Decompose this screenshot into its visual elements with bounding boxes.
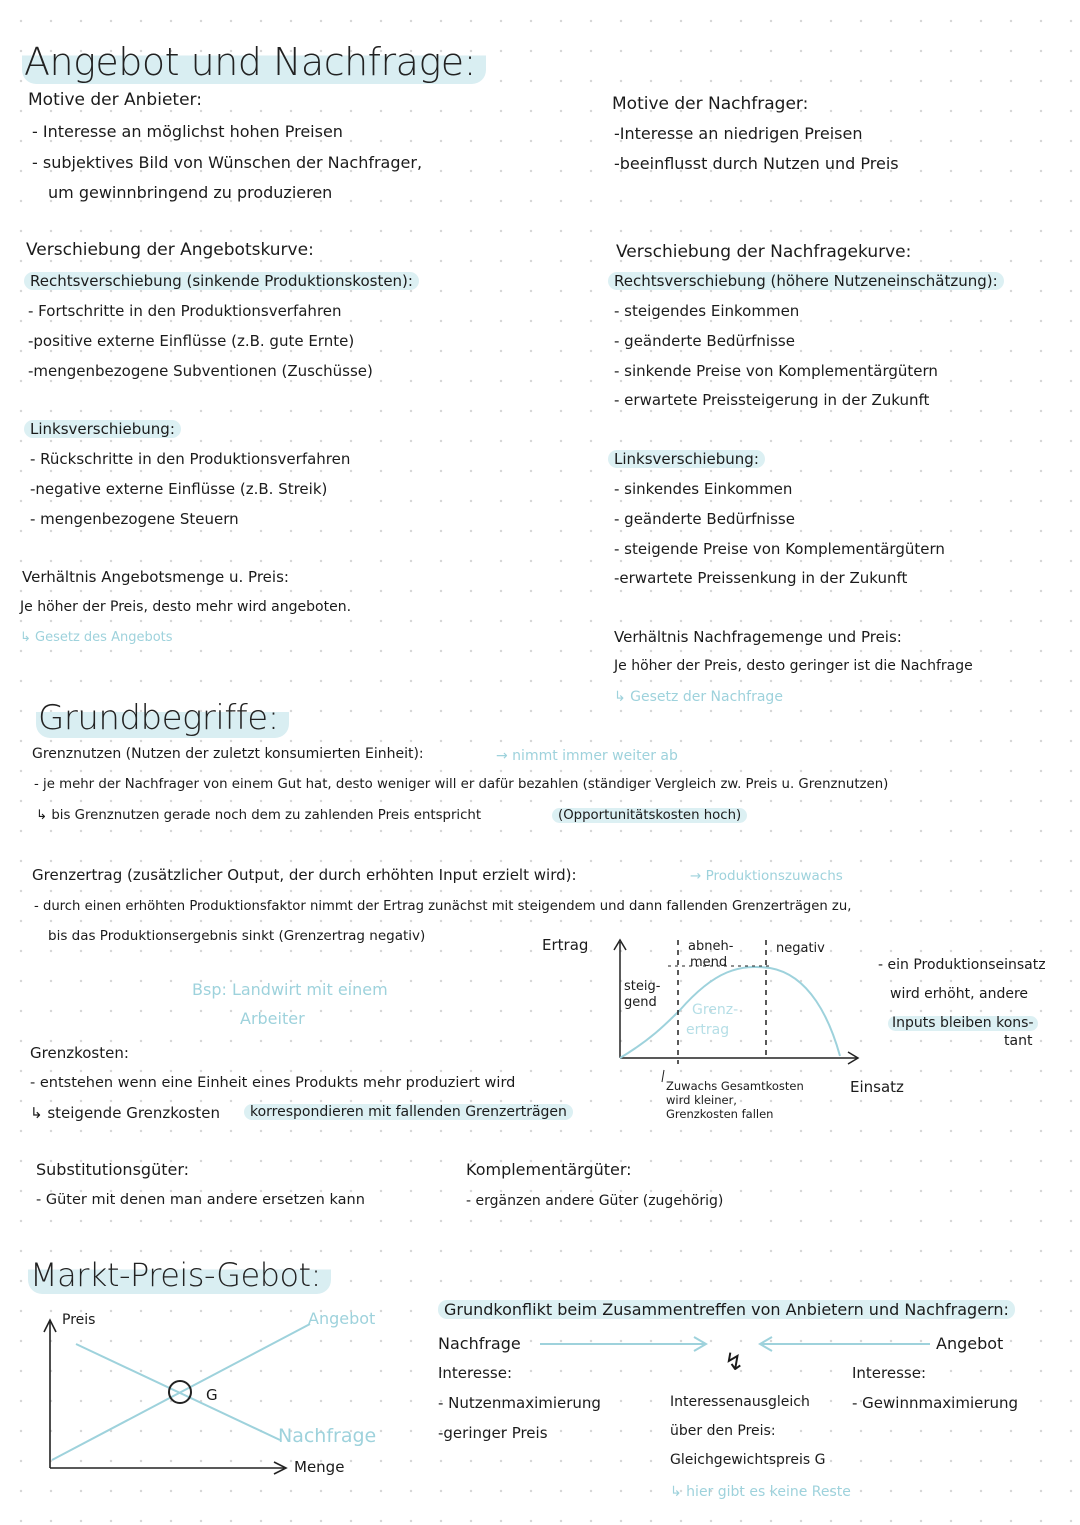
list-item: - geänderte Bedürfnisse <box>614 332 795 350</box>
verhaeltnis-angebot-heading: Verhältnis Angebotsmenge u. Preis: <box>22 568 289 586</box>
motive-anbieter-heading: Motive der Anbieter: <box>28 90 202 110</box>
list-item: - mengenbezogene Steuern <box>30 510 239 528</box>
mitte-line: Interessenausgleich <box>670 1394 810 1410</box>
grenzkosten-line1: - entstehen wenn eine Einheit eines Produkts mehr produziert wird <box>30 1075 516 1091</box>
gesetz-angebot-note: ↳ Gesetz des Angebots <box>20 630 173 645</box>
grenzertrag-note: → Produktionszuwachs <box>690 868 843 884</box>
konflikt-heading: Grundkonflikt beim Zusammentreffen von Anbietern und Nachfragern: <box>438 1300 1015 1319</box>
list-item: - Gewinnmaximierung <box>852 1394 1019 1412</box>
list-item: -mengenbezogene Subventionen (Zuschüsse) <box>28 362 373 380</box>
zone-label: steig- <box>624 979 661 994</box>
list-item: - Rückschritte in den Produktionsverfahren <box>30 450 351 468</box>
komplement-text: - ergänzen andere Güter (zugehörig) <box>466 1193 724 1209</box>
list-item: - Fortschritte in den Produktionsverfahren <box>28 302 342 320</box>
list-item: - steigende Preise von Komplementärgütern <box>614 540 945 558</box>
interesse-nachfrage-label: Interesse: <box>438 1364 513 1382</box>
verhaeltnis-nachfrage-text: Je höher der Preis, desto geringer ist die Nachfrage <box>614 658 973 674</box>
motive-nachfrager-heading: Motive der Nachfrager: <box>612 94 809 114</box>
demand-line <box>76 1344 280 1440</box>
rechtsverschiebung-angebot-heading: Rechtsverschiebung (sinkende Produktionskosten): <box>24 272 419 290</box>
quantity-label: Menge <box>294 1458 345 1476</box>
supply-label: Angebot <box>308 1309 376 1328</box>
side-note-line: Inputs bleiben kons- <box>888 1016 1038 1031</box>
substitution-heading: Substitutionsgüter: <box>36 1160 190 1179</box>
bottom-note: Grenzkosten fallen <box>666 1107 774 1121</box>
page-title: Angebot und Nachfrage: <box>22 40 486 84</box>
grenzkosten-highlight: korrespondieren mit fallenden Grenzerträgen <box>244 1104 573 1120</box>
grenzertrag-line1: - durch einen erhöhten Produktionsfaktor nimmt der Ertrag zunächst mit steigendem und dann fallenden Grenzerträgen zu, <box>34 899 852 914</box>
grenzkosten-line2: ↳ steigende Grenzkosten <box>30 1104 221 1122</box>
verhaeltnis-nachfrage-heading: Verhältnis Nachfragemenge und Preis: <box>614 628 902 646</box>
komplement-heading: Komplementärgüter: <box>466 1160 632 1179</box>
zone-label: negativ <box>776 941 825 956</box>
zone-label: mend <box>690 955 728 970</box>
conflict-bolt-icon: ↯ <box>724 1348 745 1376</box>
markt-graph <box>30 1300 390 1490</box>
grenzertrag-line2: bis das Produktionsergebnis sinkt (Grenzertrag negativ) <box>48 928 426 944</box>
ertrag-xlabel: Einsatz <box>850 1078 904 1096</box>
price-label: Preis <box>62 1312 96 1328</box>
list-item: -erwartete Preissenkung in der Zukunft <box>614 569 908 587</box>
mitte-line: über den Preis: <box>670 1423 776 1439</box>
list-item: - subjektives Bild von Wünschen der Nachfrager, <box>32 153 423 172</box>
list-item: - geänderte Bedürfnisse <box>614 510 795 528</box>
linksverschiebung-nachfrage-heading: Linksverschiebung: <box>608 450 765 468</box>
grenznutzen-note: → nimmt immer weiter ab <box>496 748 678 764</box>
list-item: - sinkende Preise von Komplementärgütern <box>614 362 938 380</box>
zone-label: gend <box>624 995 657 1010</box>
markt-title: Markt-Preis-Gebot: <box>28 1256 331 1294</box>
linksverschiebung-angebot-heading: Linksverschiebung: <box>24 420 181 438</box>
curve-label: Grenz- <box>692 1002 739 1018</box>
mitte-line: Gleichgewichtspreis G <box>670 1452 826 1468</box>
supply-line <box>52 1324 310 1460</box>
list-item: -negative externe Einflüsse (z.B. Streik) <box>30 480 328 498</box>
substitution-text: - Güter mit denen man andere ersetzen kann <box>36 1192 365 1208</box>
zone-label: abneh- <box>688 939 734 954</box>
demand-label: Nachfrage <box>278 1425 377 1447</box>
list-item: -beeinflusst durch Nutzen und Preis <box>614 154 899 173</box>
side-note-line: wird erhöht, andere <box>890 986 1029 1002</box>
list-item: -positive externe Einflüsse (z.B. gute Ernte) <box>28 332 355 350</box>
grenznutzen-line1: - je mehr der Nachfrager von einem Gut hat, desto weniger will er dafür bezahlen (ständiger Vergleich zw. Preis u. Grenznutzen) <box>34 777 889 792</box>
verschiebung-angebot-heading: Verschiebung der Angebotskurve: <box>26 240 314 260</box>
interesse-angebot-label: Interesse: <box>852 1364 927 1382</box>
grenznutzen-heading: Grenznutzen (Nutzen der zuletzt konsumierten Einheit): <box>32 746 424 762</box>
verschiebung-nachfrage-heading: Verschiebung der Nachfragekurve: <box>616 242 912 262</box>
side-note-line: tant <box>1004 1033 1033 1049</box>
list-item: - sinkendes Einkommen <box>614 480 793 498</box>
rechtsverschiebung-nachfrage-heading: Rechtsverschiebung (höhere Nutzeneinschätzung): <box>608 272 1004 290</box>
bottom-note: Zuwachs Gesamtkosten <box>666 1079 804 1093</box>
angebot-label: Angebot <box>936 1334 1004 1353</box>
list-item: -geringer Preis <box>438 1424 548 1442</box>
opportunitaetskosten-highlight: (Opportunitätskosten hoch) <box>552 808 747 823</box>
side-note-line: - ein Produktionseinsatz <box>878 957 1046 973</box>
list-item: - steigendes Einkommen <box>614 302 800 320</box>
note-pointer <box>662 1070 664 1082</box>
bottom-note: wird kleiner, <box>666 1093 737 1107</box>
list-item: um gewinnbringend zu produzieren <box>48 183 333 202</box>
list-item: - Nutzenmaximierung <box>438 1394 601 1412</box>
keine-reste-note: ↳ hier gibt es keine Reste <box>670 1484 851 1500</box>
gesetz-nachfrage-note: ↳ Gesetz der Nachfrage <box>614 689 783 705</box>
grenzkosten-heading: Grenzkosten: <box>30 1044 129 1062</box>
point-label: G <box>206 1386 218 1404</box>
list-item: - erwartete Preissteigerung in der Zukunft <box>614 391 930 409</box>
curve-label: ertrag <box>686 1022 730 1038</box>
ertrag-chart <box>540 930 904 1130</box>
list-item: -Interesse an niedrigen Preisen <box>614 124 863 143</box>
ertrag-ylabel: Ertrag <box>542 936 589 954</box>
grenzertrag-heading: Grenzertrag (zusätzlicher Output, der durch erhöhten Input erzielt wird): <box>32 866 577 884</box>
grenznutzen-line2: ↳ bis Grenznutzen gerade noch dem zu zahlenden Preis entspricht <box>36 808 482 823</box>
nachfrage-label: Nachfrage <box>438 1334 521 1353</box>
verhaeltnis-angebot-text: Je höher der Preis, desto mehr wird angeboten. <box>20 599 352 615</box>
list-item: - Interesse an möglichst hohen Preisen <box>32 122 343 141</box>
grundbegriffe-title: Grundbegriffe: <box>36 698 289 738</box>
example-line: Arbeiter <box>240 1009 305 1028</box>
example-line: Bsp: Landwirt mit einem <box>192 980 388 999</box>
